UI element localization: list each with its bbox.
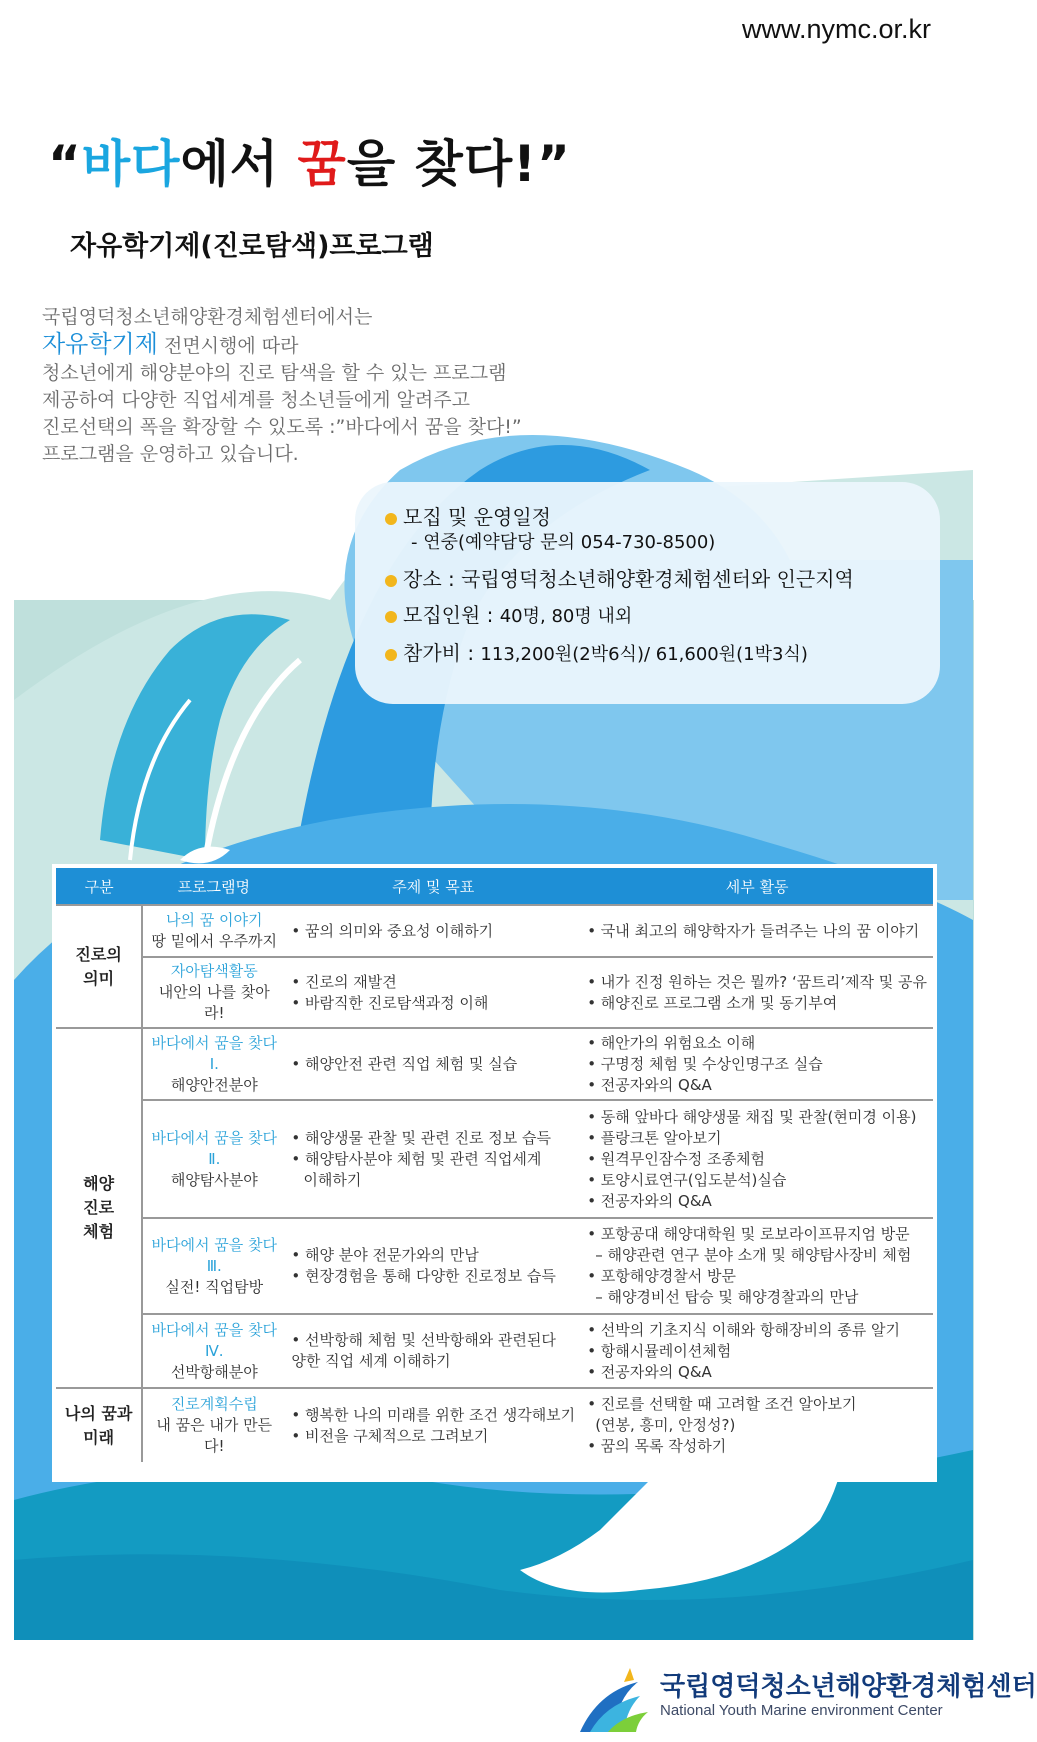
intro-line (42, 331, 602, 360)
category-cell: 해양 진로 체험 (56, 1028, 142, 1388)
info-capacity-value: 40명, 80명 내외 (499, 606, 633, 627)
bullet-dot-icon (385, 513, 397, 525)
slogan-close-quote: ” (536, 135, 571, 193)
bullet-dot-icon (385, 611, 397, 623)
detail-cell: • 해안가의 위험요소 이해 • 구명정 체험 및 수상인명구조 실습 • 전공자와의 Q&A (581, 1028, 933, 1100)
intro-line: 국립영덕청소년해양환경체험센터에서는 (42, 306, 373, 328)
topic-cell: • 꿈의 의미와 중요성 이해하기 (285, 905, 581, 957)
topic-cell: • 해양생물 관찰 및 관련 진로 정보 습득 • 해양탐사분야 체험 및 관련 직업세계 이해하기 (285, 1100, 581, 1218)
program-cell: 바다에서 꿈을 찾다Ⅱ. 해양탐사분야 (142, 1100, 285, 1218)
slogan-from: 에서 (180, 135, 298, 193)
table-row (56, 905, 933, 957)
info-fee (403, 640, 940, 668)
site-url[interactable]: www.nymc.or.kr (741, 14, 931, 44)
category-cell: 나의 꿈과 미래 (56, 1388, 142, 1462)
bullet-dot-icon (385, 575, 397, 587)
wave-logo-icon (578, 1662, 658, 1734)
info-capacity (403, 602, 940, 630)
intro-line: 제공하여 다양한 직업세계를 청소년들에게 알려주고 (42, 389, 470, 411)
info-schedule-label: 모집 및 운영일정 (403, 505, 551, 529)
info-capacity-label: 모집인원 : (403, 603, 500, 627)
info-schedule-detail: - 연중(예약담당 문의 054-730-8500) (411, 532, 716, 553)
detail-cell: • 국내 최고의 해양학자가 들려주는 나의 꿈 이야기 (581, 905, 933, 957)
program-cell: 나의 꿈 이야기 땅 밑에서 우주까지 (142, 905, 285, 957)
info-box (355, 482, 940, 704)
slogan-sea: 바다 (81, 135, 181, 193)
info-place-label: 장소 : 국립영덕청소년해양환경체험센터와 인근지역 (403, 567, 854, 591)
slogan-find: 을 찾다! (346, 135, 537, 193)
info-place (403, 566, 940, 592)
table-row (56, 1218, 933, 1314)
program-cell: 자아탐색활동 내안의 나를 찾아라! (142, 957, 285, 1028)
program-subtitle: 자유학기제(진로탐색)프로그램 (70, 231, 434, 262)
intro-highlight: 자유학기제 (42, 330, 158, 358)
program-table (56, 868, 933, 1478)
info-fee-label: 참가비 : (403, 641, 481, 665)
program-cell: 바다에서 꿈을 찾다Ⅲ. 실전! 직업탐방 (142, 1218, 285, 1314)
table-row (56, 957, 933, 1028)
center-name-en: National Youth Marine environment Center (660, 1702, 943, 1719)
program-cell: 바다에서 꿈을 찾다 Ⅳ. 선박항해분야 (142, 1314, 285, 1388)
bullet-dot-icon (385, 649, 397, 661)
intro-line: 프로그램을 운영하고 있습니다. (42, 443, 299, 465)
program-cell: 바다에서 꿈을 찾다 Ⅰ. 해양안전분야 (142, 1028, 285, 1100)
topic-cell: • 선박항해 체험 및 선박항해와 관련된다 양한 직업 세계 이해하기 (285, 1314, 581, 1388)
intro-line: 청소년에게 해양분야의 진로 탐색을 할 수 있는 프로그램 (42, 362, 507, 384)
table-header-row (56, 868, 933, 905)
detail-cell: • 내가 진정 원하는 것은 뭘까? ‘꿈트리’제작 및 공유 • 해양진로 프로그램 소개 및 동기부여 (581, 957, 933, 1028)
header-category: 구분 (56, 868, 142, 905)
table-row (56, 1028, 933, 1100)
topic-cell: • 행복한 나의 미래를 위한 조건 생각해보기 • 비전을 구체적으로 그려보기 (285, 1388, 581, 1462)
table-row (56, 1314, 933, 1388)
slogan-title (48, 124, 571, 196)
header-program: 프로그램명 (142, 868, 285, 905)
detail-cell: • 선박의 기초지식 이해와 항해장비의 종류 알기 • 항해시뮬레이션체험 • 전공자와의 Q&A (581, 1314, 933, 1388)
slogan-open-quote: “ (48, 135, 82, 193)
center-name-ko: 국립영덕청소년해양환경체험센터 (660, 1672, 1037, 1702)
topic-cell: • 진로의 재발견 • 바람직한 진로탐색과정 이해 (285, 957, 581, 1028)
slogan-dream: 꿈 (297, 135, 347, 193)
detail-cell: • 동해 앞바다 해양생물 채집 및 관찰(현미경 이용) • 플랑크톤 알아보기 • 원격무인잠수정 조종체험 • 토양시료연구(입도분석)실습 • 전공자와의 Q&A (581, 1100, 933, 1218)
table-row (56, 1100, 933, 1218)
detail-cell: • 진로를 선택할 때 고려할 조건 알아보기 (연봉, 흥미, 안정성?) • 꿈의 목록 작성하기 (581, 1388, 933, 1462)
topic-cell: • 해양안전 관련 직업 체험 및 실습 (285, 1028, 581, 1100)
program-cell: 진로계획수립 내 꿈은 내가 만든다! (142, 1388, 285, 1462)
detail-cell: • 포항공대 해양대학원 및 로보라이프뮤지엄 방문 – 해양관련 연구 분야 소개 및 해양탐사장비 체험 • 포항해양경찰서 방문 – 해양경비선 탑승 및 해양경찰과의 만남 (581, 1218, 933, 1314)
intro-line: 진로선택의 폭을 확장할 수 있도록 :”바다에서 꿈을 찾다!” (42, 416, 522, 438)
header-topic: 주제 및 목표 (285, 868, 581, 905)
category-cell: 진로의 의미 (56, 905, 142, 1028)
center-logo (578, 1662, 1037, 1734)
info-fee-value: 113,200원(2박6식)/ 61,600원(1박3식) (480, 644, 808, 665)
info-schedule (403, 504, 940, 556)
table-row (56, 1388, 933, 1462)
topic-cell: • 해양 분야 전문가와의 만남 • 현장경험을 통해 다양한 진로정보 습득 (285, 1218, 581, 1314)
intro-line-rest: 전면시행에 따라 (157, 335, 299, 357)
header-detail: 세부 활동 (581, 868, 933, 905)
intro-paragraph (42, 304, 602, 468)
